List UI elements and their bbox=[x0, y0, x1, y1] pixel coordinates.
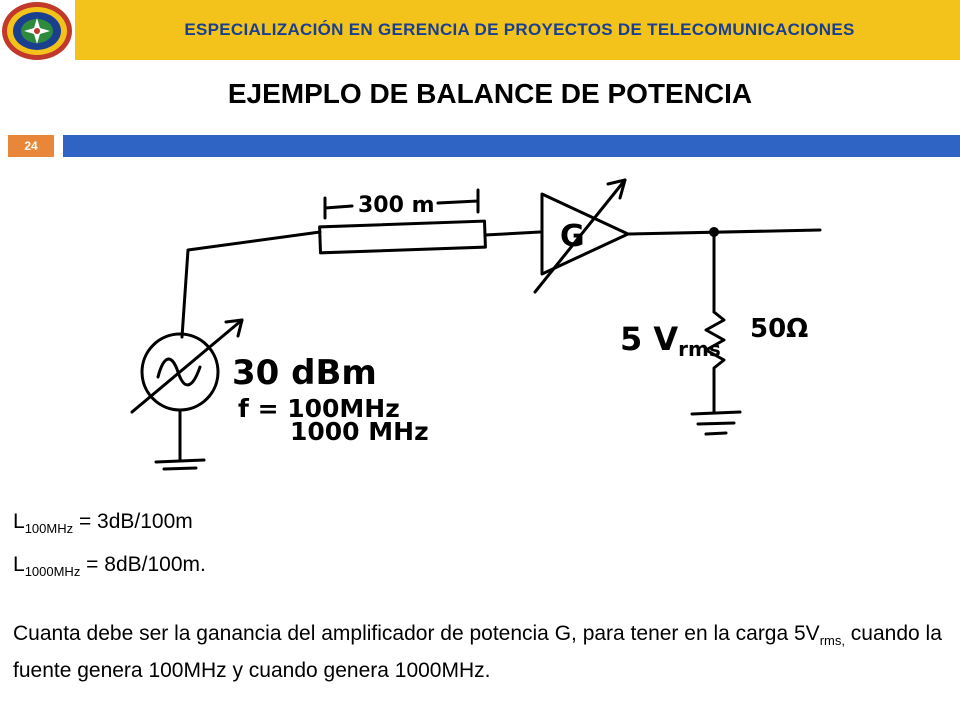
wire-source-up bbox=[182, 232, 320, 337]
ground-source bbox=[156, 460, 204, 469]
source-power-label: 30 dBm bbox=[232, 353, 377, 393]
loss-1000mhz: $L_{1000MHz} = 8dB/100m$. bbox=[13, 553, 206, 580]
load-voltage-value: 5 V bbox=[620, 320, 679, 358]
header-bar bbox=[75, 0, 960, 60]
source-freq-line2: 1000 MHz bbox=[290, 417, 429, 446]
cable-resistor bbox=[320, 221, 486, 253]
amplifier bbox=[542, 194, 628, 274]
slide-title: EJEMPLO DE BALANCE DE POTENCIA bbox=[227, 78, 753, 109]
program-title: ESPECIALIZACIÓN EN GERENCIA DE PROYECTOS DE TELECOMUNICACIONES bbox=[184, 20, 855, 39]
source-freq-line1: f = 100MHz bbox=[238, 394, 400, 423]
junction-dot bbox=[709, 227, 719, 237]
wire-output bbox=[628, 230, 820, 234]
load-voltage-label bbox=[620, 320, 721, 361]
load-resistor bbox=[706, 312, 724, 412]
slide-number: 24 bbox=[8, 135, 54, 157]
amplifier-label: G bbox=[560, 219, 585, 254]
load-resistance-label: 50Ω bbox=[750, 314, 809, 344]
university-logo bbox=[0, 0, 75, 62]
loss-100mhz: $L_{100MHz} = 3dB/100m$ bbox=[13, 510, 193, 537]
slide-divider-bar bbox=[63, 135, 960, 157]
circuit-diagram bbox=[120, 172, 840, 472]
ground-load bbox=[692, 412, 740, 434]
cable-length-label: 300 m bbox=[358, 193, 435, 218]
wire-to-amp bbox=[485, 232, 540, 235]
question-text: Cuanta debe ser la ganancia del amplificador de potencia G, para tener en la carga $5V_{rms,}$ cuando la fuente genera 100MHz y cuando genera 1000MHz. bbox=[13, 622, 942, 683]
load-voltage-sub: rms bbox=[678, 337, 721, 361]
